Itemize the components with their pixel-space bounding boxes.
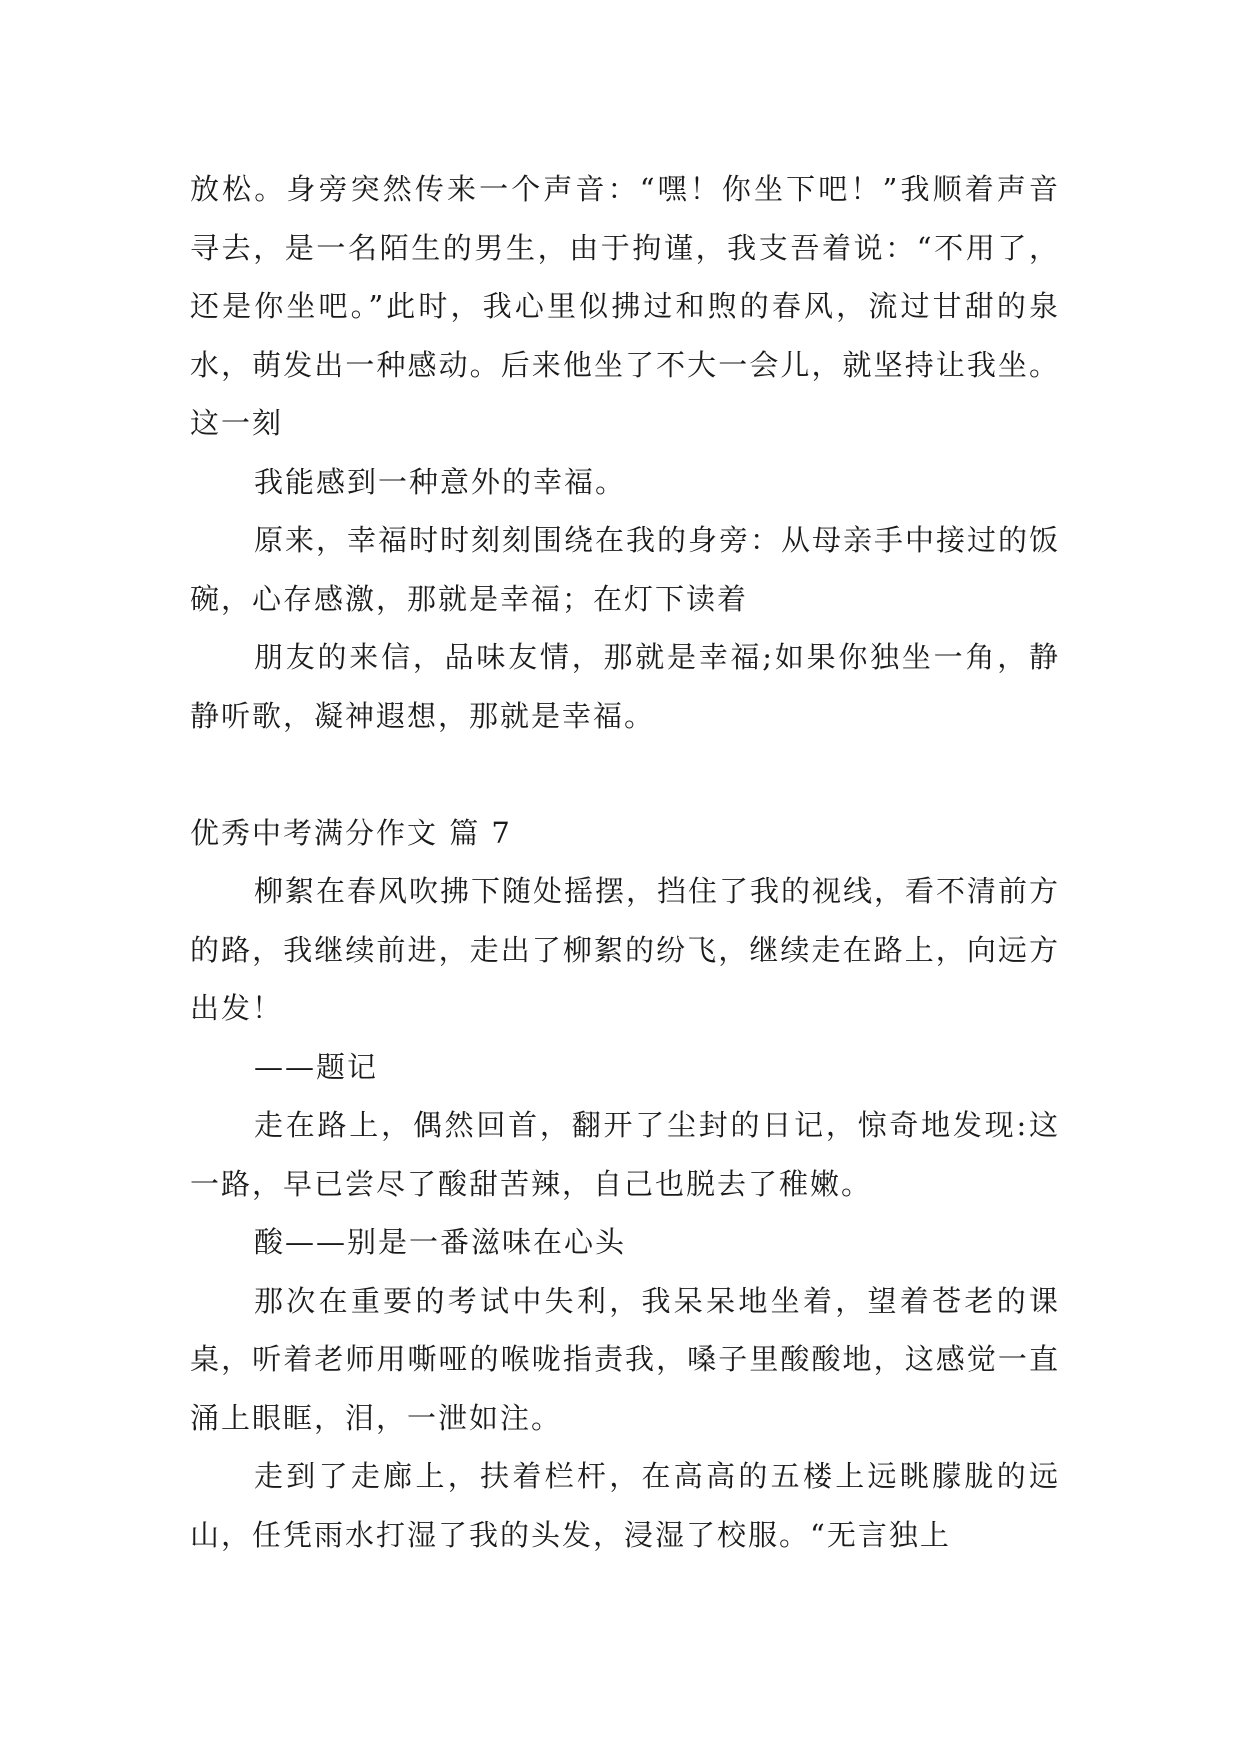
section-title: 优秀中考满分作文 篇 7 (190, 815, 512, 850)
epigraph-attribution: ——题记 (254, 1049, 379, 1084)
paragraph: 那次在重要的考试中失利，我呆呆地坐着，望着苍老的课桌，听着老师用嘶哑的喉咙指责我，嗓子里酸酸地，这感觉一直涌上眼眶，泪，一泄如注。 (190, 1283, 1060, 1435)
paragraph: 柳絮在春风吹拂下随处摇摆，挡住了我的视线，看不清前方的路，我继续前进，走出了柳絮的纷飞，继续走在路上，向远方出发！ (190, 874, 1061, 1025)
document-body (190, 160, 1060, 1564)
paragraph: 走在路上，偶然回首，翻开了尘封的日记，惊奇地发现:这一路，早已尝尽了酸甜苦辣，自己也脱去了稚嫩。 (190, 1108, 1060, 1201)
paragraph: 放松。身旁突然传来一个声音：“嘿！你坐下吧！”我顺着声音寻去，是一名陌生的男生，由于拘谨，我支吾着说：“不用了，还是你坐吧。”此时，我心里似拂过和煦的春风，流过甘甜的泉水，萌发出一种感动。后来他坐了不大一会儿，就坚持让我坐。这一刻 (190, 172, 1060, 440)
paragraph: 我能感到一种意外的幸福。 (254, 464, 627, 499)
subheading: 酸——别是一番滋味在心头 (254, 1225, 627, 1259)
paragraph: 原来，幸福时时刻刻围绕在我的身旁：从母亲手中接过的饭碗，心存感激，那就是幸福；在灯下读着 (190, 523, 1061, 616)
paragraph: 走到了走廊上，扶着栏杆，在高高的五楼上远眺朦胧的远山，任凭雨水打湿了我的头发，浸湿了校服。“无言独上 (190, 1459, 1060, 1552)
paragraph: 朋友的来信，品味友情，那就是幸福;如果你独坐一角，静静听歌，凝神遐想，那就是幸福。 (190, 640, 1060, 733)
